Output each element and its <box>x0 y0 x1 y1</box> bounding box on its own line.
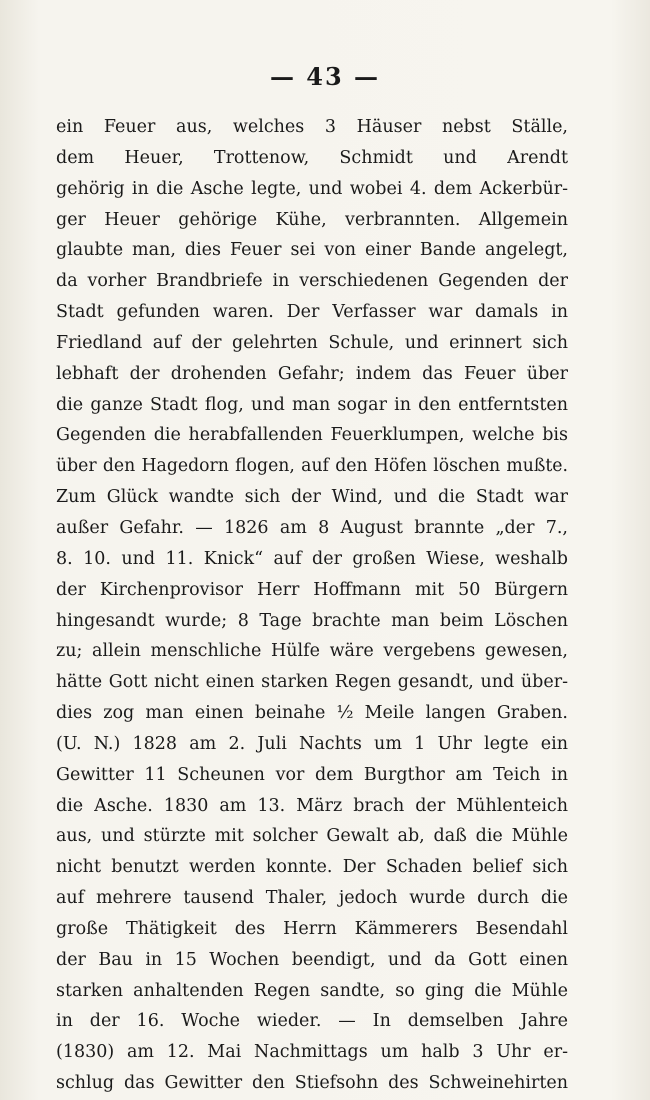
text-line: außer Gefahr. — 1826 am 8 August brannte „der 7., <box>56 517 568 538</box>
text-line: über den Hagedorn flogen, auf den Höfen löschen mußte. <box>56 456 568 477</box>
text-line: in der 16. Woche wieder. — In demselben Jahre <box>56 1011 568 1032</box>
text-line: schlug das Gewitter den Stiefsohn des Schweinehirten <box>56 1073 568 1094</box>
page-number: — 43 — <box>269 62 381 91</box>
text-line: da vorher Brandbriefe in verschiedenen Gegenden der <box>56 271 568 292</box>
text-line: der Kirchenprovisor Herr Hoffmann mit 50 Bürgern <box>56 579 568 600</box>
text-line: gehörig in die Asche legte, und wobei 4. dem Ackerbür- <box>56 178 568 199</box>
text-line: glaubte man, dies Feuer sei von einer Bande angelegt, <box>56 240 568 261</box>
text-line: Stadt gefunden waren. Der Verfasser war damals in <box>56 302 568 323</box>
text-line: Zum Glück wandte sich der Wind, und die Stadt war <box>56 487 568 508</box>
text-line: Gewitter 11 Scheunen vor dem Burgthor am Teich in <box>56 764 568 785</box>
text-line: hätte Gott nicht einen starken Regen gesandt, und über- <box>56 672 568 693</box>
text-line: große Thätigkeit des Herrn Kämmerers Besendahl <box>56 918 568 939</box>
text-line: zu; allein menschliche Hülfe wäre vergebens gewesen, <box>56 641 568 662</box>
text-line: der Bau in 15 Wochen beendigt, und da Gott einen <box>56 949 568 970</box>
text-line: ger Heuer gehörige Kühe, verbrannten. Allgemein <box>56 209 568 230</box>
text-line: (1830) am 12. Mai Nachmittags um halb 3 Uhr er- <box>56 1042 568 1063</box>
text-line: lebhaft der drohenden Gefahr; indem das Feuer über <box>56 363 568 384</box>
text-line: auf mehrere tausend Thaler, jedoch wurde durch die <box>56 888 568 909</box>
text-line: die ganze Stadt flog, und man sogar in den entferntsten <box>56 394 568 415</box>
text-line: hingesandt wurde; 8 Tage brachte man beim Löschen <box>56 610 568 631</box>
text-line: dem Heuer, Trottenow, Schmidt und Arendt <box>56 147 568 168</box>
text-line: nicht benutzt werden konnte. Der Schaden belief sich <box>56 857 568 878</box>
text-line: Gegenden die herabfallenden Feuerklumpen, welche bis <box>56 425 568 446</box>
text-line: (U. N.) 1828 am 2. Juli Nachts um 1 Uhr legte ein <box>56 733 568 754</box>
text-line: ein Feuer aus, welches 3 Häuser nebst Ställe, <box>56 117 568 137</box>
text-line: Friedland auf der gelehrten Schule, und erinnert sich <box>56 332 568 353</box>
body-text <box>56 112 568 1099</box>
text-line: 8. 10. und 11. Knick“ auf der großen Wiese, weshalb <box>56 548 568 569</box>
text-line: dies zog man einen beinahe ½ Meile langen Graben. <box>56 703 568 724</box>
text-line: die Asche. 1830 am 13. März brach der Mühlenteich <box>56 795 568 816</box>
text-line: starken anhaltenden Regen sandte, so ging die Mühle <box>56 980 568 1001</box>
text-line: aus, und stürzte mit solcher Gewalt ab, daß die Mühle <box>56 826 568 847</box>
